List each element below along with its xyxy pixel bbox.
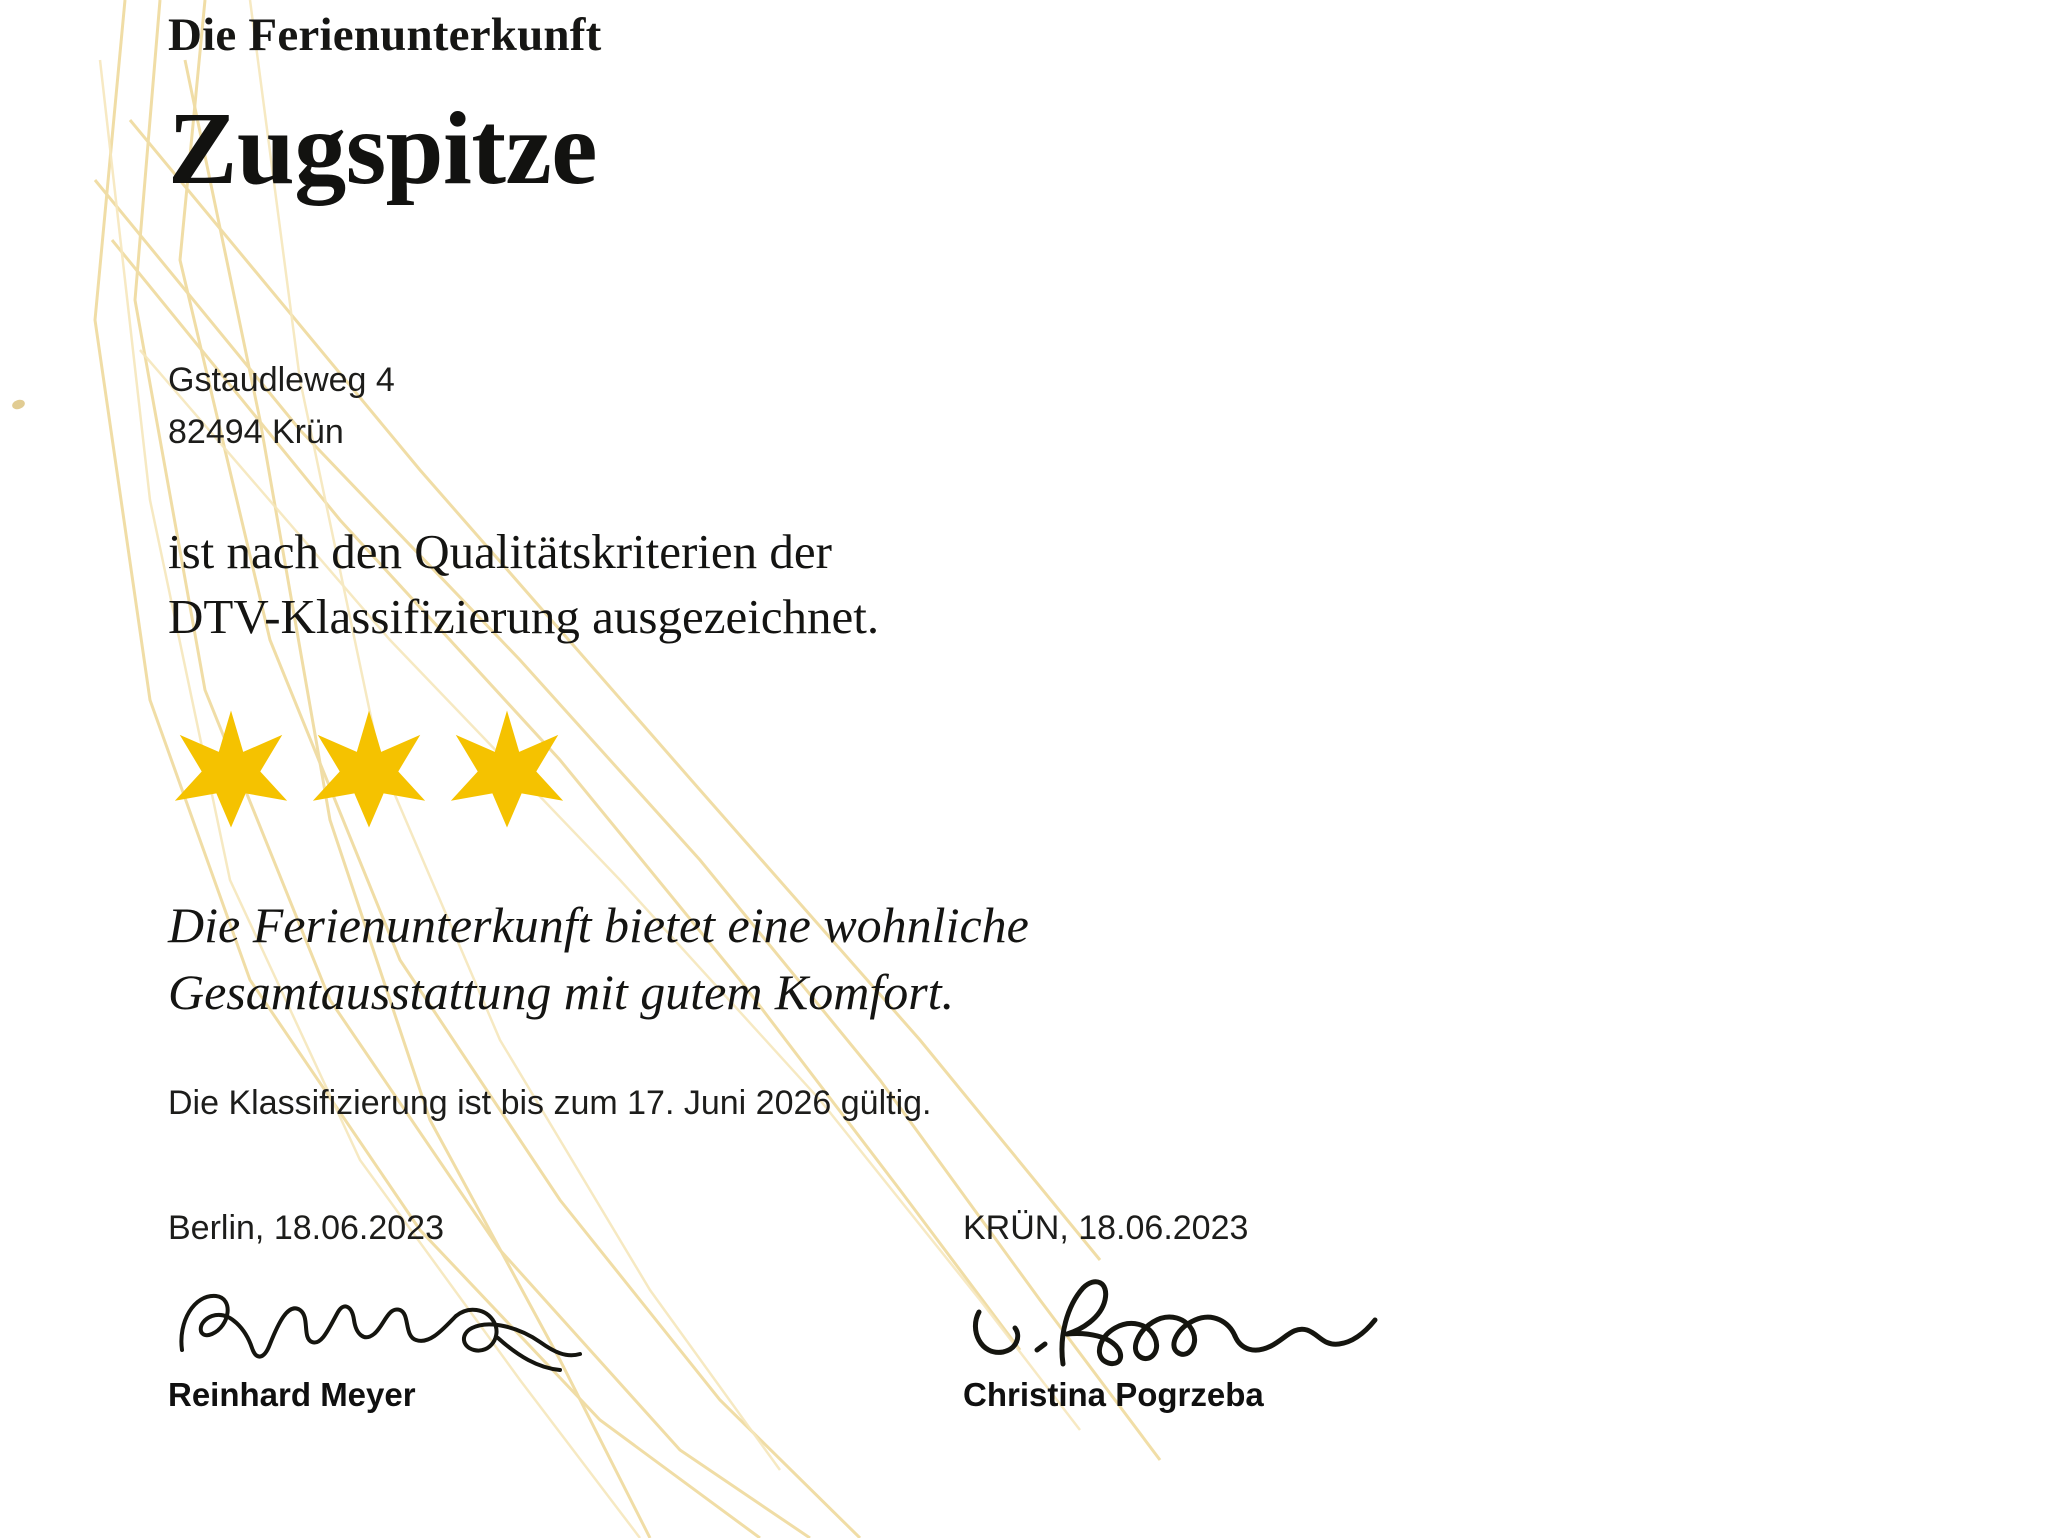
description-line-1: Die Ferienunterkunft bietet eine wohnliche (168, 896, 1029, 953)
certificate-eyebrow: Die Ferienunterkunft (168, 9, 602, 61)
signatory-name-left: Reinhard Meyer (168, 1376, 416, 1414)
handwritten-signature-right (963, 1272, 1588, 1376)
certificate-statement (168, 520, 1868, 649)
signature-block-right (963, 1209, 1588, 1414)
certificate-content (168, 0, 1868, 1414)
address-street: Gstaudleweg 4 (168, 360, 395, 399)
eight-point-star-icon (170, 708, 292, 830)
signature-place-date-left: Berlin, 18.06.2023 (168, 1209, 444, 1248)
signature-row (168, 1209, 1588, 1414)
property-address (168, 355, 1868, 458)
signature-place-date-right: KRÜN, 18.06.2023 (963, 1209, 1249, 1248)
validity-note: Die Klassifizierung ist bis zum 17. Juni 2026 gültig. (168, 1083, 932, 1122)
address-city: 82494 Krün (168, 412, 344, 451)
statement-line-1: ist nach den Qualitätskriterien der (168, 524, 832, 580)
description-line-2: Gesamtausstattung mit gutem Komfort. (168, 963, 955, 1020)
certificate-description (168, 892, 1868, 1026)
statement-line-2: DTV-Klassifizierung ausgezeichnet. (168, 588, 880, 644)
handwritten-signature-left (168, 1272, 793, 1376)
signatory-name-right: Christina Pogrzeba (963, 1376, 1264, 1414)
eight-point-star-icon (308, 708, 430, 830)
signature-block-left (168, 1209, 793, 1414)
eight-point-star-icon (446, 708, 568, 830)
star-rating (170, 708, 1868, 830)
property-name: Zugspitze (168, 90, 597, 206)
